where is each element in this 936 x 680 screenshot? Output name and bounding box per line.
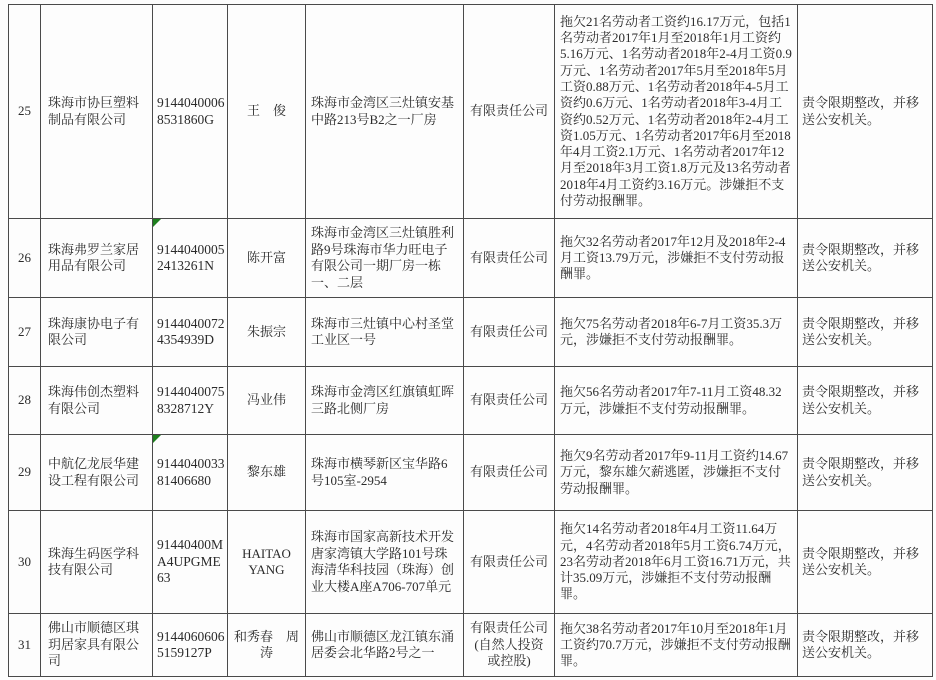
address-cell: 佛山市顺德区龙江镇东涌居委会北华路2号之一 — [306, 614, 464, 677]
company-name-cell: 珠海生码医学科技有限公司 — [41, 511, 153, 614]
company-name-cell: 珠海弗罗兰家居用品有限公司 — [41, 219, 153, 298]
violation-cell: 拖欠56名劳动者2017年7-11月工资48.32万元，涉嫌拒不支付劳动报酬罪。 — [555, 367, 798, 435]
green-triangle-icon — [153, 219, 161, 227]
company-name-cell: 珠海市协巨塑料制品有限公司 — [41, 5, 153, 219]
table-row — [9, 367, 933, 435]
address-cell: 珠海市金湾区三灶镇安基中路213号B2之一厂房 — [306, 5, 464, 219]
table-row — [9, 298, 933, 367]
row-number-cell: 27 — [9, 298, 41, 367]
action-cell: 责令限期整改，并移送公安机关。 — [798, 367, 933, 435]
credit-code-cell — [153, 219, 228, 298]
company-type-cell: 有限责任公司 — [464, 219, 555, 298]
address-cell: 珠海市横琴新区宝华路6号105室-2954 — [306, 435, 464, 511]
legal-rep-cell: 朱振宗 — [228, 298, 306, 367]
company-name-cell: 珠海伟创杰塑料有限公司 — [41, 367, 153, 435]
row-number-cell: 31 — [9, 614, 41, 677]
credit-code-cell — [153, 511, 228, 614]
action-cell: 责令限期整改，并移送公安机关。 — [798, 219, 933, 298]
action-cell: 责令限期整改，并移送公安机关。 — [798, 435, 933, 511]
credit-code-text: 91440400MA4UPGME63 — [157, 537, 224, 586]
legal-rep-cell: 陈开富 — [228, 219, 306, 298]
violation-cell: 拖欠75名劳动者2018年6-7月工资35.3万元，涉嫌拒不支付劳动报酬罪。 — [555, 298, 798, 367]
wage-violation-table — [8, 4, 933, 677]
company-type-cell: 有限责任公司 — [464, 511, 555, 614]
row-number-cell: 25 — [9, 5, 41, 219]
company-type-cell: 有限责任公司 — [464, 298, 555, 367]
credit-code-cell — [153, 298, 228, 367]
company-type-cell: 有限责任公司 — [464, 435, 555, 511]
action-cell: 责令限期整改，并移送公安机关。 — [798, 298, 933, 367]
legal-rep-cell: HAITAO YANG — [228, 511, 306, 614]
table-row — [9, 511, 933, 614]
credit-code-cell — [153, 435, 228, 511]
legal-rep-cell: 黎东雄 — [228, 435, 306, 511]
violation-cell: 拖欠9名劳动者2017年9-11月工资约14.67万元，黎东雄欠薪逃匿，涉嫌拒不支付劳动报酬罪。 — [555, 435, 798, 511]
company-name-cell: 佛山市顺德区琪玥居家具有限公司 — [41, 614, 153, 677]
credit-code-text: 91440400068531860G — [157, 95, 225, 127]
credit-code-text: 91440400724354939D — [157, 315, 225, 347]
violation-cell: 拖欠21名劳动者工资约16.17万元，包括1名劳动者2017年1月至2018年1月工资约5.16万元、1名劳动者2018年2-4月工资0.9万元、1名劳动者2017年5月至2018年5月工资0.88万元、1名劳动者2018年4-5月工资约0.6万元、1名劳动者2018年3-4月工资约0.52万元、1名劳动者2018年2-4月工资1.05万元、1名劳动者2017年6月至2018年4月工资2.1万元、1名劳动者2017年12月至2018年3月工资1.8万元及13名劳动者2018年4月工资约3.16万元。涉嫌拒不支付劳动报酬罪。 — [555, 5, 798, 219]
credit-code-cell — [153, 614, 228, 677]
company-type-cell: 有限责任公司(自然人投资或控股) — [464, 614, 555, 677]
action-cell: 责令限期整改，并移送公安机关。 — [798, 511, 933, 614]
table-row — [9, 5, 933, 219]
company-type-cell: 有限责任公司 — [464, 5, 555, 219]
table-row — [9, 219, 933, 298]
violation-cell: 拖欠38名劳动者2017年10月至2018年1月工资约70.7万元，涉嫌拒不支付劳动报酬罪。 — [555, 614, 798, 677]
credit-code-text: 91440400052413261N — [157, 241, 225, 273]
row-number-cell: 28 — [9, 367, 41, 435]
green-triangle-icon — [153, 435, 161, 443]
legal-rep-cell: 和秀春 周涛 — [228, 614, 306, 677]
credit-code-text: 91440400758328712Y — [157, 384, 225, 416]
legal-rep-cell: 冯业伟 — [228, 367, 306, 435]
company-name-cell: 珠海康协电子有限公司 — [41, 298, 153, 367]
address-cell: 珠海市三灶镇中心村圣堂工业区一号 — [306, 298, 464, 367]
credit-code-cell — [153, 367, 228, 435]
row-number-cell: 26 — [9, 219, 41, 298]
address-cell: 珠海市金湾区红旗镇虹晖三路北侧厂房 — [306, 367, 464, 435]
violation-cell: 拖欠32名劳动者2017年12月及2018年2-4月工资13.79万元，涉嫌拒不支付劳动报酬罪。 — [555, 219, 798, 298]
table-row — [9, 435, 933, 511]
credit-code-text: 91440606065159127P — [157, 628, 225, 660]
action-cell: 责令限期整改，并移送公安机关。 — [798, 5, 933, 219]
credit-code-cell — [153, 5, 228, 219]
company-type-cell: 有限责任公司 — [464, 367, 555, 435]
row-number-cell: 29 — [9, 435, 41, 511]
credit-code-text: 914404003381406680 — [157, 456, 225, 488]
violation-cell: 拖欠14名劳动者2018年4月工资11.64万元，4名劳动者2018年5月工资6.74万元，23名劳动者2018年6月工资16.71万元，共计35.09万元，涉嫌拒不支付劳动报酬罪。 — [555, 511, 798, 614]
row-number-cell: 30 — [9, 511, 41, 614]
company-name-cell: 中航亿龙辰华建设工程有限公司 — [41, 435, 153, 511]
table-row — [9, 614, 933, 677]
address-cell: 珠海市金湾区三灶镇胜利路9号珠海市华力旺电子有限公司一期厂房一栋一、二层 — [306, 219, 464, 298]
address-cell: 珠海市国家高新技术开发唐家湾镇大学路101号珠海清华科技园（珠海）创业大楼A座A706-707单元 — [306, 511, 464, 614]
legal-rep-cell: 王 俊 — [228, 5, 306, 219]
action-cell: 责令限期整改，并移送公安机关。 — [798, 614, 933, 677]
